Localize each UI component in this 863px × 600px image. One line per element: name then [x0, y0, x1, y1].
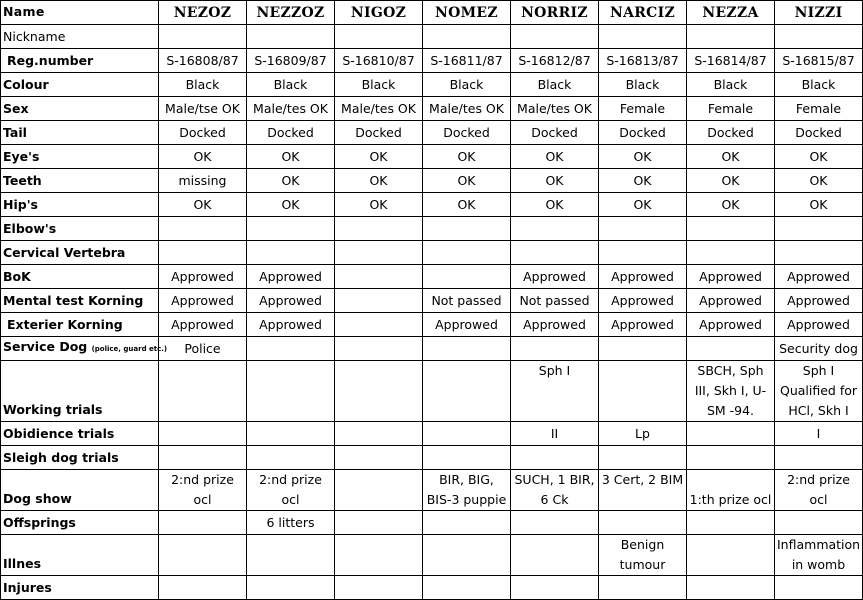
- table-cell: Docked: [775, 121, 863, 145]
- table-row: [1, 470, 863, 511]
- table-cell: S-16812/87: [511, 49, 599, 73]
- table-cell: [423, 217, 511, 241]
- table-cell: [511, 446, 599, 470]
- table-cell: Female: [599, 97, 687, 121]
- table-cell: 2:nd prize ocl: [775, 470, 863, 511]
- dog-name-header: NOMEZ: [423, 1, 511, 25]
- table-row: [1, 313, 863, 337]
- table-cell: [159, 535, 247, 576]
- row-label-text: Working trials: [3, 402, 103, 417]
- table-cell: Black: [599, 73, 687, 97]
- table-cell: [599, 241, 687, 265]
- table-cell: OK: [511, 145, 599, 169]
- table-cell: [159, 25, 247, 49]
- table-cell: Approwed: [775, 289, 863, 313]
- table-cell: [423, 576, 511, 600]
- table-cell: OK: [159, 145, 247, 169]
- table-row: [1, 361, 863, 422]
- row-label: [1, 25, 159, 49]
- row-label-text: Elbow's: [3, 221, 57, 236]
- table-cell: OK: [335, 169, 423, 193]
- table-cell: OK: [335, 193, 423, 217]
- row-label-text: Reg.number: [7, 53, 94, 68]
- table-cell: [687, 511, 775, 535]
- table-cell: [687, 535, 775, 576]
- table-row: [1, 169, 863, 193]
- table-row: [1, 446, 863, 470]
- table-cell: Docked: [687, 121, 775, 145]
- table-cell: OK: [335, 145, 423, 169]
- table-cell: Approwed: [511, 265, 599, 289]
- table-row: [1, 25, 863, 49]
- table-cell: Male/tes OK: [511, 97, 599, 121]
- table-cell: I: [775, 422, 863, 446]
- table-cell: Male/tse OK: [159, 97, 247, 121]
- row-label: [1, 511, 159, 535]
- table-cell: [423, 265, 511, 289]
- table-cell: [335, 289, 423, 313]
- dog-name-header: NEZZOZ: [247, 1, 335, 25]
- row-label-text: Nickname: [3, 29, 66, 44]
- table-cell: Approwed: [247, 313, 335, 337]
- table-row: [1, 193, 863, 217]
- table-cell: [511, 217, 599, 241]
- table-cell: OK: [423, 169, 511, 193]
- table-cell: Black: [247, 73, 335, 97]
- table-cell: [687, 422, 775, 446]
- table-cell: [335, 576, 423, 600]
- row-label-text: Mental test Korning: [3, 293, 144, 308]
- table-cell: Female: [775, 97, 863, 121]
- table-cell: II: [511, 422, 599, 446]
- row-label-text: Hip's: [3, 197, 38, 212]
- table-cell: OK: [687, 145, 775, 169]
- table-cell: Black: [775, 73, 863, 97]
- row-label: [1, 446, 159, 470]
- row-label: [1, 265, 159, 289]
- table-cell: [423, 241, 511, 265]
- table-cell: [687, 241, 775, 265]
- table-cell: [159, 241, 247, 265]
- row-label-text: Colour: [3, 77, 49, 92]
- row-label-text: Sleigh dog trials: [3, 450, 119, 465]
- table-cell: [599, 446, 687, 470]
- table-cell: 1:th prize ocl: [687, 470, 775, 511]
- table-cell: Black: [159, 73, 247, 97]
- table-cell: OK: [247, 169, 335, 193]
- table-cell: Black: [687, 73, 775, 97]
- table-cell: Black: [335, 73, 423, 97]
- row-label: [1, 73, 159, 97]
- table-row: [1, 511, 863, 535]
- table-cell: [599, 25, 687, 49]
- table-cell: [335, 446, 423, 470]
- table-cell: OK: [159, 193, 247, 217]
- table-cell: [159, 511, 247, 535]
- table-cell: Police: [159, 337, 247, 361]
- table-row: [1, 97, 863, 121]
- table-cell: [775, 217, 863, 241]
- table-cell: [335, 535, 423, 576]
- table-row: [1, 73, 863, 97]
- table-cell: Approwed: [775, 265, 863, 289]
- row-label: [1, 535, 159, 576]
- table-cell: Inflammation in womb: [775, 535, 863, 576]
- row-label: [1, 361, 159, 422]
- table-cell: Lp: [599, 422, 687, 446]
- table-cell: SUCH, 1 BIR, 6 Ck: [511, 470, 599, 511]
- table-cell: [511, 337, 599, 361]
- table-cell: OK: [599, 193, 687, 217]
- table-cell: [511, 576, 599, 600]
- table-cell: [335, 470, 423, 511]
- table-cell: [335, 511, 423, 535]
- table-cell: Male/tes OK: [247, 97, 335, 121]
- row-label-text: Service Dog: [3, 339, 88, 354]
- row-label: [1, 470, 159, 511]
- row-label-text: Injures: [3, 580, 52, 595]
- name-header-label: Name: [1, 1, 159, 25]
- table-cell: [335, 25, 423, 49]
- table-cell: Benign tumour: [599, 535, 687, 576]
- table-cell: [687, 576, 775, 600]
- row-label: [1, 49, 159, 73]
- table-cell: 2:nd prize ocl: [159, 470, 247, 511]
- table-cell: [247, 25, 335, 49]
- dog-name-header: NEZOZ: [159, 1, 247, 25]
- table-cell: Approwed: [599, 265, 687, 289]
- table-cell: [775, 241, 863, 265]
- row-label-text: Exterier Korning: [7, 317, 123, 332]
- table-row: [1, 241, 863, 265]
- row-label: [1, 241, 159, 265]
- row-label-text: Offsprings: [3, 515, 76, 530]
- table-cell: OK: [599, 169, 687, 193]
- table-cell: OK: [775, 145, 863, 169]
- row-label: [1, 193, 159, 217]
- row-label: [1, 121, 159, 145]
- row-label-text: Cervical Vertebra: [3, 245, 126, 260]
- table-cell: 6 litters: [247, 511, 335, 535]
- dog-name-header: NIZZI: [775, 1, 863, 25]
- table-row: [1, 337, 863, 361]
- table-cell: Approwed: [247, 289, 335, 313]
- table-cell: [247, 241, 335, 265]
- table-cell: Black: [511, 73, 599, 97]
- row-label-text: Eye's: [3, 149, 40, 164]
- table-cell: OK: [247, 193, 335, 217]
- table-row: [1, 49, 863, 73]
- table-cell: Security dog: [775, 337, 863, 361]
- table-cell: [335, 361, 423, 422]
- table-cell: [599, 337, 687, 361]
- table-cell: Docked: [423, 121, 511, 145]
- table-row: [1, 145, 863, 169]
- table-cell: [423, 511, 511, 535]
- row-label-text: Tail: [3, 125, 27, 140]
- table-cell: OK: [423, 193, 511, 217]
- table-cell: [423, 446, 511, 470]
- table-cell: [423, 25, 511, 49]
- table-cell: OK: [687, 169, 775, 193]
- row-label: [1, 289, 159, 313]
- table-cell: Docked: [511, 121, 599, 145]
- table-cell: [159, 422, 247, 446]
- table-cell: [247, 361, 335, 422]
- row-label: [1, 217, 159, 241]
- table-cell: Sph I Qualified for HCl, Skh I: [775, 361, 863, 422]
- table-cell: [775, 511, 863, 535]
- table-cell: 3 Cert, 2 BIM: [599, 470, 687, 511]
- table-cell: Docked: [335, 121, 423, 145]
- table-cell: missing: [159, 169, 247, 193]
- table-cell: OK: [423, 145, 511, 169]
- table-row: [1, 535, 863, 576]
- table-cell: [599, 361, 687, 422]
- table-cell: S-16811/87: [423, 49, 511, 73]
- table-cell: [159, 576, 247, 600]
- table-cell: [247, 446, 335, 470]
- table-cell: Approwed: [775, 313, 863, 337]
- table-cell: [335, 217, 423, 241]
- table-cell: Sph I: [511, 361, 599, 422]
- row-label: [1, 313, 159, 337]
- table-cell: [775, 25, 863, 49]
- table-cell: Black: [423, 73, 511, 97]
- table-cell: Approwed: [159, 289, 247, 313]
- table-cell: 2:nd prize ocl: [247, 470, 335, 511]
- table-cell: [335, 337, 423, 361]
- table-cell: [687, 337, 775, 361]
- table-cell: S-16814/87: [687, 49, 775, 73]
- table-cell: [159, 217, 247, 241]
- table-row: [1, 121, 863, 145]
- table-cell: OK: [599, 145, 687, 169]
- table-cell: [335, 241, 423, 265]
- table-cell: Approwed: [247, 265, 335, 289]
- table-cell: [511, 241, 599, 265]
- table-cell: [335, 422, 423, 446]
- row-label: [1, 576, 159, 600]
- row-label-text: Dog show: [3, 491, 72, 506]
- table-cell: [775, 576, 863, 600]
- table-cell: OK: [687, 193, 775, 217]
- row-label-text: Teeth: [3, 173, 42, 188]
- table-cell: BIR, BIG, BIS-3 puppie: [423, 470, 511, 511]
- table-cell: [247, 422, 335, 446]
- table-cell: [599, 511, 687, 535]
- table-cell: [423, 422, 511, 446]
- table-row: [1, 289, 863, 313]
- row-label-text: Illnes: [3, 556, 42, 571]
- table-cell: [159, 361, 247, 422]
- dog-name-header: NORRIZ: [511, 1, 599, 25]
- table-row: [1, 422, 863, 446]
- table-cell: S-16815/87: [775, 49, 863, 73]
- table-cell: OK: [511, 193, 599, 217]
- row-label-text: Obidience trials: [3, 426, 115, 441]
- table-cell: Approwed: [599, 313, 687, 337]
- dog-name-header: NARCIZ: [599, 1, 687, 25]
- table-cell: Approwed: [687, 265, 775, 289]
- table-cell: OK: [775, 193, 863, 217]
- table-cell: [335, 313, 423, 337]
- table-cell: Approwed: [687, 313, 775, 337]
- table-cell: [423, 535, 511, 576]
- table-cell: [775, 446, 863, 470]
- table-cell: Approwed: [599, 289, 687, 313]
- row-label-text: Sex: [3, 101, 29, 116]
- table-cell: Approwed: [687, 289, 775, 313]
- table-cell: Not passed: [423, 289, 511, 313]
- table-cell: Approwed: [159, 313, 247, 337]
- table-row: [1, 217, 863, 241]
- table-cell: [511, 535, 599, 576]
- table-cell: Docked: [159, 121, 247, 145]
- row-label: [1, 337, 168, 361]
- table-cell: [511, 511, 599, 535]
- dog-name-header: NIGOZ: [335, 1, 423, 25]
- table-cell: Approwed: [511, 313, 599, 337]
- table-cell: OK: [247, 145, 335, 169]
- row-label-note: (police, guard etc.): [91, 345, 168, 353]
- table-cell: [247, 576, 335, 600]
- table-cell: [511, 25, 599, 49]
- table-cell: S-16813/87: [599, 49, 687, 73]
- table-cell: S-16809/87: [247, 49, 335, 73]
- row-label: [1, 97, 159, 121]
- row-label-text: BoK: [3, 269, 31, 284]
- table-cell: Docked: [599, 121, 687, 145]
- table-row: [1, 265, 863, 289]
- table-cell: [247, 337, 335, 361]
- table-cell: [423, 337, 511, 361]
- table-cell: [687, 446, 775, 470]
- row-label: [1, 145, 159, 169]
- table-cell: Approwed: [159, 265, 247, 289]
- header-row: [1, 1, 863, 25]
- table-cell: Female: [687, 97, 775, 121]
- table-cell: Approwed: [423, 313, 511, 337]
- table-cell: [247, 535, 335, 576]
- table-cell: Docked: [247, 121, 335, 145]
- table-cell: OK: [775, 169, 863, 193]
- table-cell: S-16810/87: [335, 49, 423, 73]
- table-cell: [247, 217, 335, 241]
- table-cell: [159, 446, 247, 470]
- table-cell: Male/tes OK: [423, 97, 511, 121]
- table-cell: [687, 217, 775, 241]
- table-cell: Male/tes OK: [335, 97, 423, 121]
- table-cell: Not passed: [511, 289, 599, 313]
- table-cell: [687, 25, 775, 49]
- table-cell: [599, 217, 687, 241]
- dog-name-header: NEZZA: [687, 1, 775, 25]
- table-cell: S-16808/87: [159, 49, 247, 73]
- table-cell: SBCH, Sph III, Skh I, U-SM -94.: [687, 361, 775, 422]
- table-cell: [423, 361, 511, 422]
- table-row: [1, 576, 863, 600]
- table-cell: OK: [511, 169, 599, 193]
- table-cell: [335, 265, 423, 289]
- row-label: [1, 422, 159, 446]
- row-label: [1, 169, 159, 193]
- table-cell: [599, 576, 687, 600]
